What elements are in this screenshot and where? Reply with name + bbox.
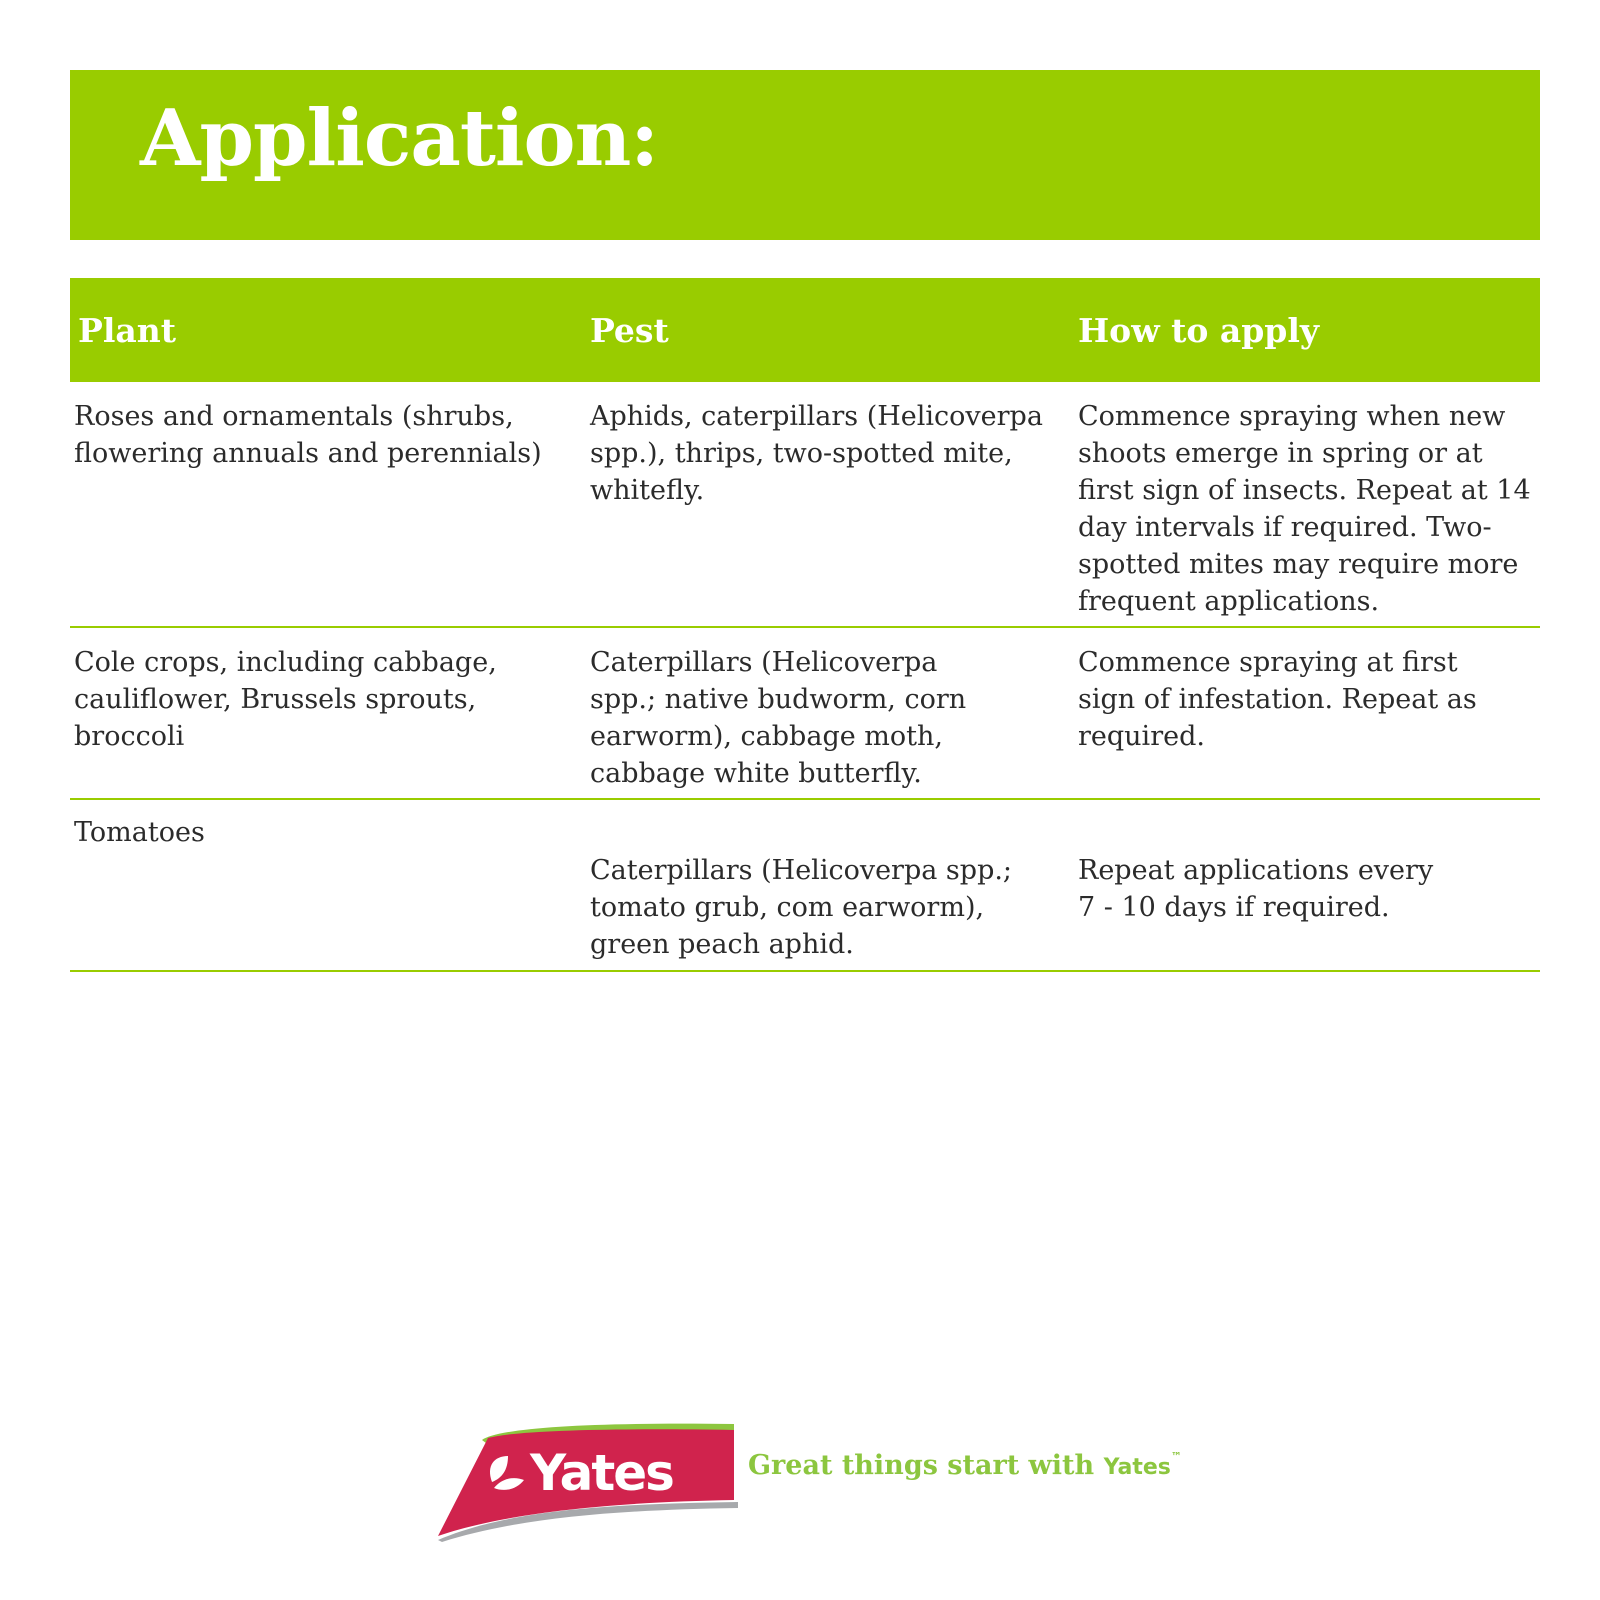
table-row (70, 628, 1540, 800)
trademark-mark: ™ (1170, 1450, 1182, 1463)
cell-pest: Caterpillars (Helicoverpa spp.; native budworm, corn earworm), cabbage moth, cabbage white butterfly. (590, 647, 967, 789)
tagline-brand: Yates (1103, 1455, 1171, 1480)
cell-how-to-apply: Commence spraying when new shoots emerge in spring or at first sign of insects. Repeat at 14 day intervals if required. Two- spotted mites may require more frequent applications. (1078, 401, 1531, 617)
table-row (70, 382, 1540, 628)
table-header (70, 278, 1540, 382)
cell-pest: Caterpillars (Helicoverpa spp.; tomato grub, com earworm), green peach aphid. (590, 855, 1013, 960)
logo-wordmark: Yates (530, 1444, 673, 1502)
tagline-prefix: Great things start with (748, 1450, 1104, 1481)
application-table (70, 278, 1540, 972)
table-row (70, 800, 1540, 972)
header-plant: Plant (78, 311, 176, 350)
page-title: Application: (140, 93, 659, 184)
cell-pest: Aphids, caterpillars (Helicoverpa spp.), thrips, two-spotted mite, whitefly. (590, 401, 1043, 506)
cell-plant: Roses and ornamentals (shrubs, flowering annuals and perennials) (74, 401, 542, 469)
cell-plant: Tomatoes (74, 817, 205, 848)
header-pest: Pest (590, 311, 669, 350)
tagline (748, 1450, 1182, 1481)
cell-plant: Cole crops, including cabbage, cauliflower, Brussels sprouts, broccoli (74, 647, 497, 752)
title-banner (70, 70, 1540, 240)
cell-how-to-apply: Repeat applications every 7 - 10 days if required. (1078, 855, 1434, 923)
cell-how-to-apply: Commence spraying at first sign of infestation. Repeat as required. (1078, 647, 1477, 752)
header-how-to-apply: How to apply (1078, 311, 1320, 350)
yates-logo (438, 1422, 738, 1542)
